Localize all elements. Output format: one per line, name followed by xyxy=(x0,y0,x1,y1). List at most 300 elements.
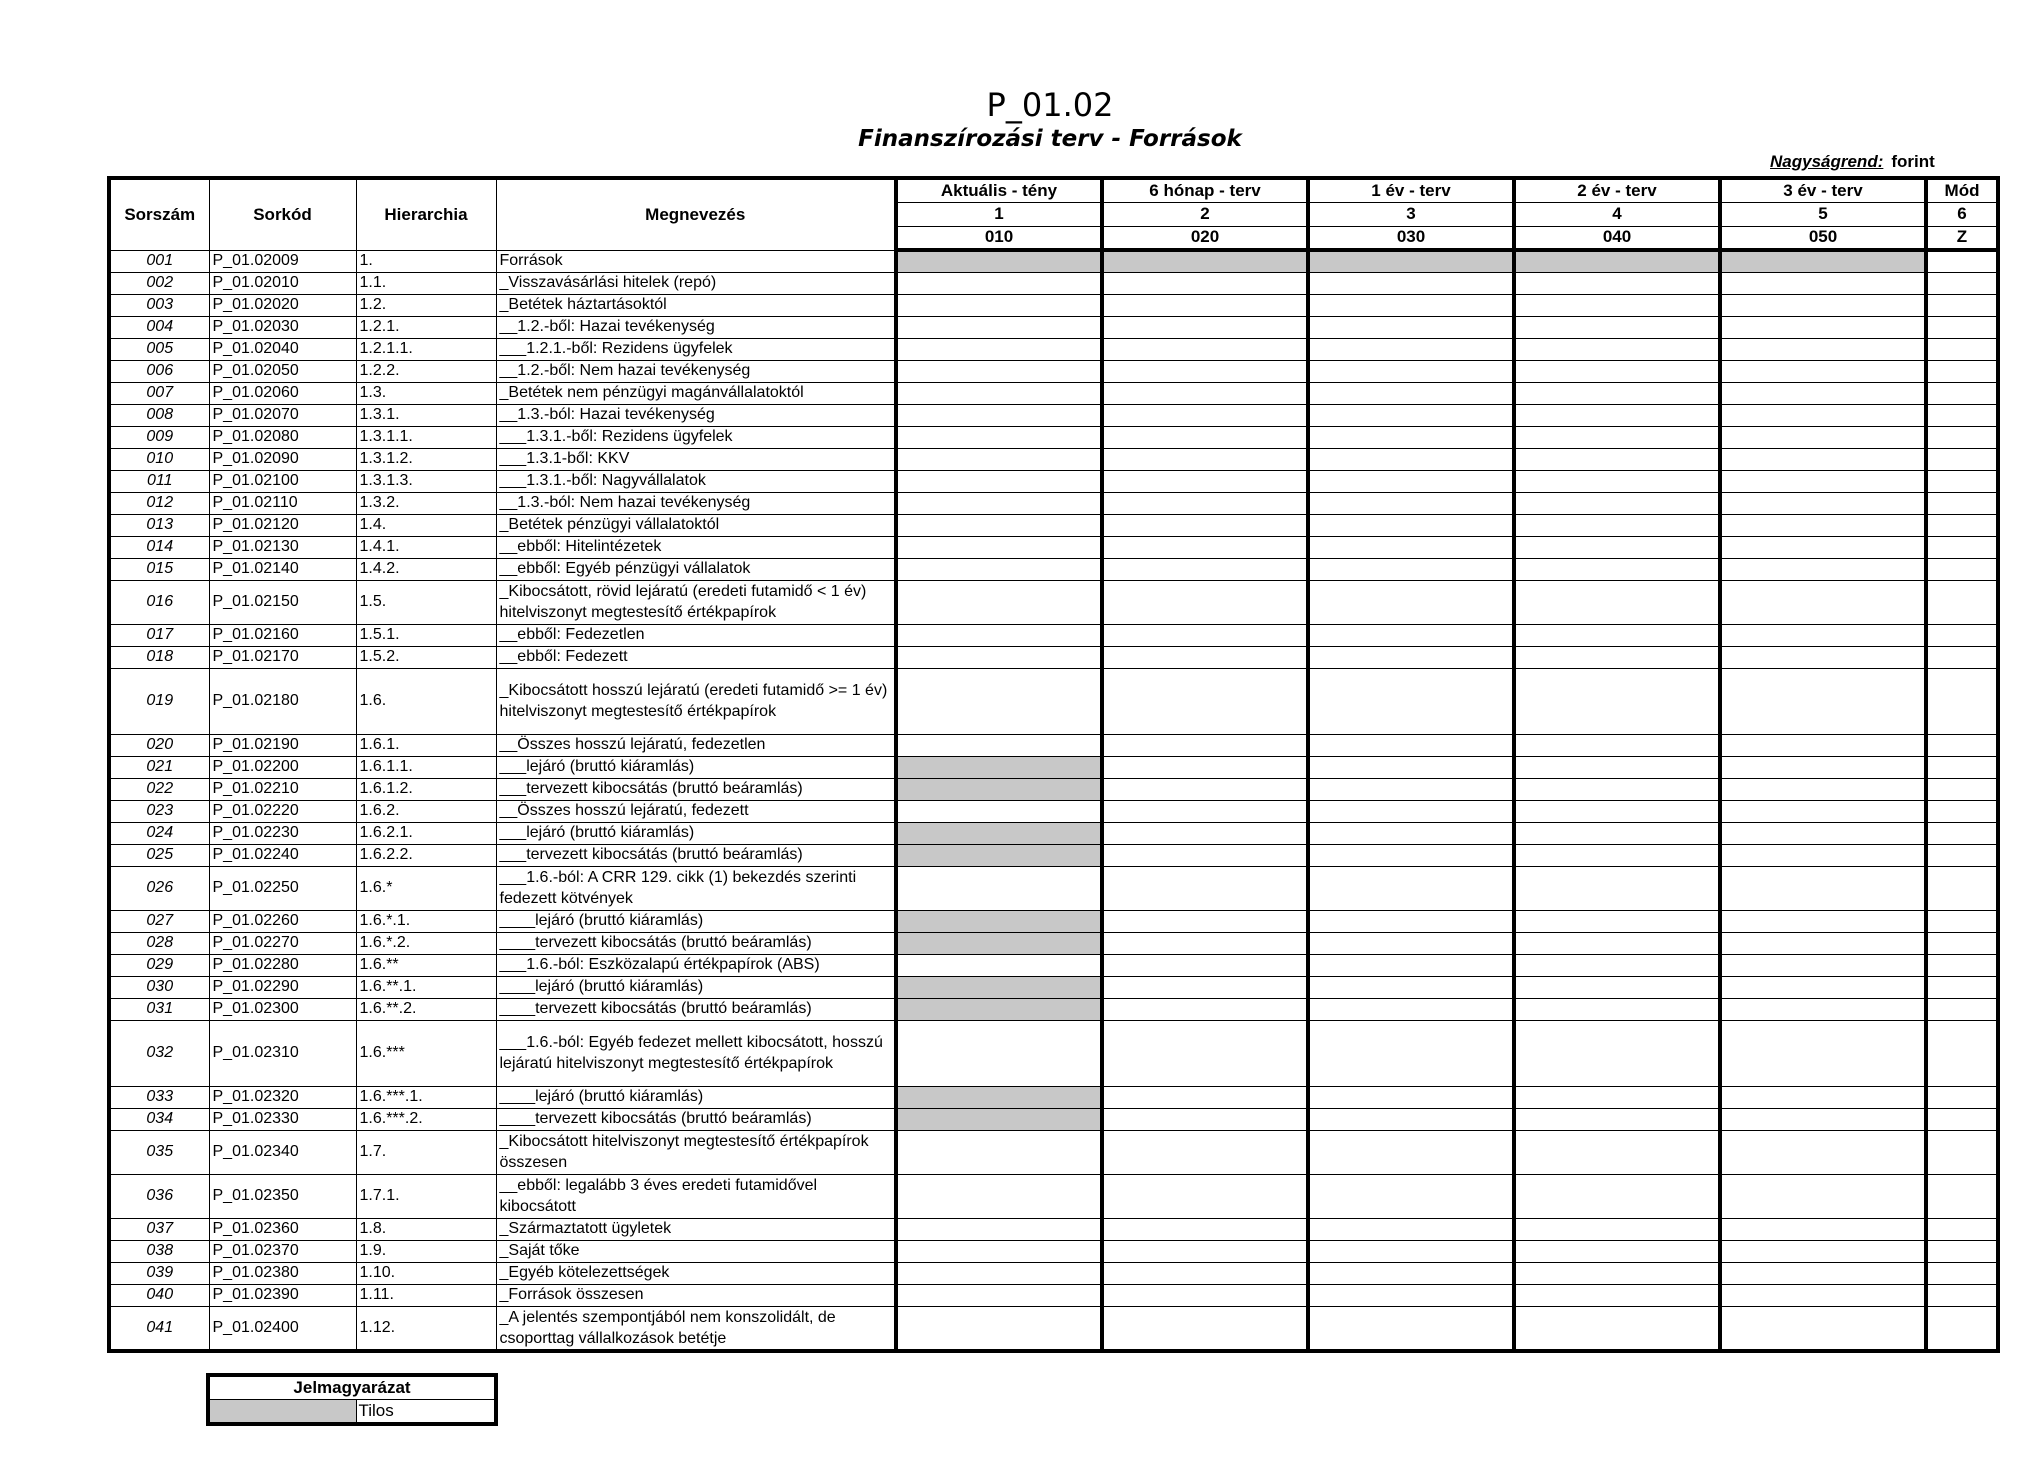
value-cell xyxy=(1514,1240,1720,1262)
row-hierarchia: 1.7. xyxy=(356,1130,496,1174)
value-cell xyxy=(1308,1306,1514,1351)
col-header-code: 040 xyxy=(1514,226,1720,250)
value-cell xyxy=(896,316,1102,338)
row-megnevezes: __1.2.-ből: Nem hazai tevékenység xyxy=(496,360,896,382)
row-hierarchia: 1.4.1. xyxy=(356,536,496,558)
col-header-num: 1 xyxy=(896,202,1102,226)
row-megnevezes: __1.3.-ból: Nem hazai tevékenység xyxy=(496,492,896,514)
unit-label: Nagyságrend: xyxy=(1770,152,1884,171)
row-hierarchia: 1.10. xyxy=(356,1262,496,1284)
header-hierarchia: Hierarchia xyxy=(356,178,496,250)
value-cell xyxy=(1720,294,1926,316)
value-cell xyxy=(1308,470,1514,492)
value-cell xyxy=(896,514,1102,536)
value-cell xyxy=(896,360,1102,382)
value-cell xyxy=(1308,1284,1514,1306)
row-hierarchia: 1.6.** xyxy=(356,954,496,976)
row-sorszam: 039 xyxy=(109,1262,209,1284)
table-row xyxy=(109,756,1998,778)
row-sorszam: 020 xyxy=(109,734,209,756)
value-cell xyxy=(1102,1218,1308,1240)
value-cell xyxy=(1926,272,1998,294)
row-hierarchia: 1.6.1.1. xyxy=(356,756,496,778)
value-cell xyxy=(896,426,1102,448)
value-cell xyxy=(1720,800,1926,822)
value-cell xyxy=(1514,426,1720,448)
col-header-code: 010 xyxy=(896,226,1102,250)
value-cell xyxy=(1308,778,1514,800)
value-cell xyxy=(1308,514,1514,536)
value-cell xyxy=(1514,492,1720,514)
legend-title: Jelmagyarázat xyxy=(208,1375,496,1400)
value-cell xyxy=(1308,668,1514,734)
table-row xyxy=(109,426,1998,448)
value-cell xyxy=(1102,910,1308,932)
col-header-code: Z xyxy=(1926,226,1998,250)
table-body xyxy=(109,250,1998,1351)
value-cell xyxy=(896,1262,1102,1284)
value-cell xyxy=(1102,360,1308,382)
value-cell xyxy=(1926,624,1998,646)
row-hierarchia: 1.5.2. xyxy=(356,646,496,668)
row-sorszam: 036 xyxy=(109,1174,209,1218)
header-megnevezes: Megnevezés xyxy=(496,178,896,250)
row-sorkod: P_01.02320 xyxy=(209,1086,356,1108)
value-cell xyxy=(1514,1306,1720,1351)
row-sorkod: P_01.02009 xyxy=(209,250,356,272)
value-cell xyxy=(1514,844,1720,866)
table-row xyxy=(109,976,1998,998)
value-cell xyxy=(1308,580,1514,624)
value-cell xyxy=(1720,382,1926,404)
value-cell xyxy=(1308,1240,1514,1262)
value-cell xyxy=(1514,998,1720,1020)
col-header-num: 3 xyxy=(1308,202,1514,226)
row-hierarchia: 1.6.2.2. xyxy=(356,844,496,866)
value-cell xyxy=(1926,426,1998,448)
value-cell xyxy=(1720,316,1926,338)
col-header-label: 2 év - terv xyxy=(1514,178,1720,202)
value-cell xyxy=(1720,778,1926,800)
value-cell xyxy=(1720,822,1926,844)
value-cell xyxy=(896,1218,1102,1240)
value-cell xyxy=(1308,448,1514,470)
row-sorszam: 024 xyxy=(109,822,209,844)
row-sorkod: P_01.02300 xyxy=(209,998,356,1020)
row-sorszam: 040 xyxy=(109,1284,209,1306)
value-cell xyxy=(1720,558,1926,580)
col-header-label: Mód xyxy=(1926,178,1998,202)
value-cell xyxy=(1514,338,1720,360)
table-row xyxy=(109,1086,1998,1108)
row-sorkod: P_01.02210 xyxy=(209,778,356,800)
row-sorszam: 018 xyxy=(109,646,209,668)
row-megnevezes: Források xyxy=(496,250,896,272)
value-cell xyxy=(1926,1284,1998,1306)
table-row xyxy=(109,448,1998,470)
value-cell xyxy=(1514,778,1720,800)
value-cell xyxy=(1102,294,1308,316)
row-sorkod: P_01.02370 xyxy=(209,1240,356,1262)
row-megnevezes: _Saját tőke xyxy=(496,1240,896,1262)
row-hierarchia: 1.3.2. xyxy=(356,492,496,514)
row-sorkod: P_01.02240 xyxy=(209,844,356,866)
value-cell xyxy=(1102,800,1308,822)
row-sorkod: P_01.02290 xyxy=(209,976,356,998)
row-hierarchia: 1.6.***.2. xyxy=(356,1108,496,1130)
row-sorkod: P_01.02090 xyxy=(209,448,356,470)
row-hierarchia: 1.6.*.1. xyxy=(356,910,496,932)
value-cell xyxy=(1720,1108,1926,1130)
value-cell xyxy=(1926,668,1998,734)
row-megnevezes: ___lejáró (bruttó kiáramlás) xyxy=(496,822,896,844)
value-cell xyxy=(1720,624,1926,646)
row-megnevezes: ___tervezett kibocsátás (bruttó beáramlás) xyxy=(496,844,896,866)
row-sorszam: 032 xyxy=(109,1020,209,1086)
value-cell xyxy=(896,470,1102,492)
value-cell xyxy=(1720,1130,1926,1174)
row-megnevezes: __ebből: Fedezett xyxy=(496,646,896,668)
value-cell xyxy=(896,668,1102,734)
value-cell xyxy=(1308,734,1514,756)
value-cell xyxy=(1102,778,1308,800)
row-megnevezes: ____tervezett kibocsátás (bruttó beáramlás) xyxy=(496,932,896,954)
table-row xyxy=(109,1218,1998,1240)
value-cell xyxy=(1102,536,1308,558)
table-row xyxy=(109,844,1998,866)
value-cell xyxy=(1926,976,1998,998)
table-row xyxy=(109,954,1998,976)
value-cell xyxy=(1102,954,1308,976)
value-cell xyxy=(1926,1174,1998,1218)
value-cell xyxy=(1514,932,1720,954)
value-cell xyxy=(1926,998,1998,1020)
row-megnevezes: _Visszavásárlási hitelek (repó) xyxy=(496,272,896,294)
row-sorszam: 037 xyxy=(109,1218,209,1240)
row-hierarchia: 1.6.1. xyxy=(356,734,496,756)
value-cell xyxy=(1926,404,1998,426)
row-hierarchia: 1.6.*.2. xyxy=(356,932,496,954)
row-hierarchia: 1.2.2. xyxy=(356,360,496,382)
value-cell xyxy=(1514,360,1720,382)
row-hierarchia: 1.3. xyxy=(356,382,496,404)
row-sorszam: 038 xyxy=(109,1240,209,1262)
row-sorszam: 008 xyxy=(109,404,209,426)
value-cell xyxy=(896,536,1102,558)
row-sorszam: 004 xyxy=(109,316,209,338)
value-cell xyxy=(896,558,1102,580)
value-cell xyxy=(1720,646,1926,668)
row-megnevezes: __ebből: Egyéb pénzügyi vállalatok xyxy=(496,558,896,580)
value-cell xyxy=(1308,998,1514,1020)
row-hierarchia: 1.8. xyxy=(356,1218,496,1240)
row-megnevezes: __ebből: Hitelintézetek xyxy=(496,536,896,558)
col-header-label: Aktuális - tény xyxy=(896,178,1102,202)
row-sorkod: P_01.02200 xyxy=(209,756,356,778)
value-cell xyxy=(1514,866,1720,910)
value-cell xyxy=(1308,1218,1514,1240)
value-cell xyxy=(1102,1020,1308,1086)
value-cell xyxy=(1926,646,1998,668)
row-sorszam: 035 xyxy=(109,1130,209,1174)
col-header-code: 020 xyxy=(1102,226,1308,250)
value-cell xyxy=(1308,624,1514,646)
row-sorkod: P_01.02310 xyxy=(209,1020,356,1086)
table-row xyxy=(109,514,1998,536)
value-cell xyxy=(896,910,1102,932)
table-row xyxy=(109,866,1998,910)
row-sorkod: P_01.02050 xyxy=(209,360,356,382)
value-cell xyxy=(1720,448,1926,470)
value-cell xyxy=(1308,404,1514,426)
row-sorszam: 022 xyxy=(109,778,209,800)
row-sorszam: 014 xyxy=(109,536,209,558)
value-cell xyxy=(896,822,1102,844)
value-cell xyxy=(896,338,1102,360)
value-cell xyxy=(896,448,1102,470)
row-sorszam: 015 xyxy=(109,558,209,580)
value-cell xyxy=(1926,954,1998,976)
value-cell xyxy=(1514,316,1720,338)
row-megnevezes: __1.3.-ból: Hazai tevékenység xyxy=(496,404,896,426)
row-sorszam: 013 xyxy=(109,514,209,536)
row-megnevezes: _Egyéb kötelezettségek xyxy=(496,1262,896,1284)
value-cell xyxy=(1102,492,1308,514)
row-hierarchia: 1.9. xyxy=(356,1240,496,1262)
row-hierarchia: 1.4. xyxy=(356,514,496,536)
value-cell xyxy=(1926,1108,1998,1130)
value-cell xyxy=(1514,514,1720,536)
value-cell xyxy=(1308,1174,1514,1218)
page-subtitle: Finanszírozási terv - Források xyxy=(858,126,1242,152)
table-row xyxy=(109,536,1998,558)
value-cell xyxy=(896,1108,1102,1130)
value-cell xyxy=(1308,844,1514,866)
value-cell xyxy=(1720,932,1926,954)
value-cell xyxy=(896,382,1102,404)
value-cell xyxy=(1308,294,1514,316)
row-megnevezes: ____lejáró (bruttó kiáramlás) xyxy=(496,1086,896,1108)
unit-line xyxy=(1770,152,1935,172)
value-cell xyxy=(1102,1108,1308,1130)
value-cell xyxy=(1720,514,1926,536)
value-cell xyxy=(1308,800,1514,822)
row-megnevezes: ___1.3.1.-ből: Rezidens ügyfelek xyxy=(496,426,896,448)
row-sorkod: P_01.02080 xyxy=(209,426,356,448)
row-sorkod: P_01.02400 xyxy=(209,1306,356,1351)
row-sorszam: 019 xyxy=(109,668,209,734)
row-sorkod: P_01.02190 xyxy=(209,734,356,756)
row-hierarchia: 1.6.*** xyxy=(356,1020,496,1086)
value-cell xyxy=(896,998,1102,1020)
value-cell xyxy=(1308,756,1514,778)
row-sorszam: 026 xyxy=(109,866,209,910)
row-sorkod: P_01.02130 xyxy=(209,536,356,558)
value-cell xyxy=(1308,250,1514,272)
row-sorkod: P_01.02330 xyxy=(209,1108,356,1130)
value-cell xyxy=(1514,624,1720,646)
value-cell xyxy=(1514,1130,1720,1174)
col-header-code: 050 xyxy=(1720,226,1926,250)
table-row xyxy=(109,1306,1998,1351)
table-row xyxy=(109,822,1998,844)
value-cell xyxy=(896,976,1102,998)
value-cell xyxy=(1308,646,1514,668)
value-cell xyxy=(1308,382,1514,404)
value-cell xyxy=(1720,668,1926,734)
value-cell xyxy=(1102,822,1308,844)
value-cell xyxy=(1308,1108,1514,1130)
value-cell xyxy=(1308,558,1514,580)
value-cell xyxy=(1514,382,1720,404)
value-cell xyxy=(1720,1086,1926,1108)
value-cell xyxy=(1102,734,1308,756)
value-cell xyxy=(1308,338,1514,360)
value-cell xyxy=(896,932,1102,954)
value-cell xyxy=(1720,866,1926,910)
value-cell xyxy=(1102,272,1308,294)
row-megnevezes: ___lejáró (bruttó kiáramlás) xyxy=(496,756,896,778)
table-row xyxy=(109,734,1998,756)
row-hierarchia: 1.1. xyxy=(356,272,496,294)
unit-value: forint xyxy=(1891,152,1935,171)
value-cell xyxy=(1926,778,1998,800)
value-cell xyxy=(896,1240,1102,1262)
value-cell xyxy=(896,800,1102,822)
row-hierarchia: 1.5. xyxy=(356,580,496,624)
table-row xyxy=(109,778,1998,800)
value-cell xyxy=(896,778,1102,800)
value-cell xyxy=(1926,1130,1998,1174)
value-cell xyxy=(1514,272,1720,294)
row-megnevezes: __1.2.-ből: Hazai tevékenység xyxy=(496,316,896,338)
value-cell xyxy=(896,580,1102,624)
row-hierarchia: 1.5.1. xyxy=(356,624,496,646)
value-cell xyxy=(1720,338,1926,360)
row-megnevezes: ___1.3.1-ből: KKV xyxy=(496,448,896,470)
row-hierarchia: 1. xyxy=(356,250,496,272)
row-hierarchia: 1.6.**.1. xyxy=(356,976,496,998)
table-row xyxy=(109,360,1998,382)
row-sorkod: P_01.02380 xyxy=(209,1262,356,1284)
row-hierarchia: 1.6.2.1. xyxy=(356,822,496,844)
value-cell xyxy=(1720,734,1926,756)
row-hierarchia: 1.11. xyxy=(356,1284,496,1306)
value-cell xyxy=(1102,624,1308,646)
table-row xyxy=(109,470,1998,492)
value-cell xyxy=(1308,910,1514,932)
row-sorszam: 012 xyxy=(109,492,209,514)
value-cell xyxy=(1308,822,1514,844)
value-cell xyxy=(1926,800,1998,822)
row-megnevezes: ___1.6.-ból: Eszközalapú értékpapírok (ABS) xyxy=(496,954,896,976)
value-cell xyxy=(896,844,1102,866)
table-row xyxy=(109,492,1998,514)
table-row xyxy=(109,1174,1998,1218)
value-cell xyxy=(1102,844,1308,866)
table-row xyxy=(109,1284,1998,1306)
value-cell xyxy=(1102,338,1308,360)
row-sorszam: 006 xyxy=(109,360,209,382)
row-sorkod: P_01.02220 xyxy=(209,800,356,822)
value-cell xyxy=(1720,954,1926,976)
row-sorkod: P_01.02140 xyxy=(209,558,356,580)
value-cell xyxy=(1926,580,1998,624)
value-cell xyxy=(1514,756,1720,778)
value-cell xyxy=(1514,1086,1720,1108)
row-sorkod: P_01.02040 xyxy=(209,338,356,360)
value-cell xyxy=(1102,1284,1308,1306)
value-cell xyxy=(1926,514,1998,536)
value-cell xyxy=(1514,822,1720,844)
value-cell xyxy=(1102,998,1308,1020)
col-header-num: 2 xyxy=(1102,202,1308,226)
row-sorkod: P_01.02070 xyxy=(209,404,356,426)
row-megnevezes: ___1.6.-ból: A CRR 129. cikk (1) bekezdés szerinti fedezett kötvények xyxy=(496,866,896,910)
row-megnevezes: ____lejáró (bruttó kiáramlás) xyxy=(496,976,896,998)
row-sorszam: 016 xyxy=(109,580,209,624)
row-sorszam: 041 xyxy=(109,1306,209,1351)
row-sorszam: 002 xyxy=(109,272,209,294)
row-sorszam: 034 xyxy=(109,1108,209,1130)
value-cell xyxy=(1514,1108,1720,1130)
value-cell xyxy=(1926,382,1998,404)
row-sorkod: P_01.02150 xyxy=(209,580,356,624)
row-sorkod: P_01.02170 xyxy=(209,646,356,668)
row-sorszam: 030 xyxy=(109,976,209,998)
value-cell xyxy=(1308,536,1514,558)
table-row xyxy=(109,1108,1998,1130)
row-megnevezes: ___1.6.-ból: Egyéb fedezet mellett kibocsátott, hosszú lejáratú hitelviszonyt megtestesítő értékpapírok xyxy=(496,1020,896,1086)
value-cell xyxy=(1308,866,1514,910)
table-row xyxy=(109,294,1998,316)
row-sorszam: 003 xyxy=(109,294,209,316)
row-megnevezes: ____tervezett kibocsátás (bruttó beáramlás) xyxy=(496,1108,896,1130)
value-cell xyxy=(1102,1240,1308,1262)
value-cell xyxy=(896,250,1102,272)
row-megnevezes: _Származtatott ügyletek xyxy=(496,1218,896,1240)
value-cell xyxy=(1514,558,1720,580)
col-header-num: 4 xyxy=(1514,202,1720,226)
value-cell xyxy=(1514,470,1720,492)
value-cell xyxy=(1720,426,1926,448)
row-megnevezes: _Betétek nem pénzügyi magánvállalatoktól xyxy=(496,382,896,404)
col-header-label: 3 év - terv xyxy=(1720,178,1926,202)
row-megnevezes: ____lejáró (bruttó kiáramlás) xyxy=(496,910,896,932)
value-cell xyxy=(1514,536,1720,558)
row-megnevezes: __Összes hosszú lejáratú, fedezetlen xyxy=(496,734,896,756)
value-cell xyxy=(1926,866,1998,910)
row-megnevezes: _Betétek pénzügyi vállalatoktól xyxy=(496,514,896,536)
value-cell xyxy=(1102,646,1308,668)
row-sorszam: 011 xyxy=(109,470,209,492)
value-cell xyxy=(1308,1130,1514,1174)
row-sorszam: 029 xyxy=(109,954,209,976)
row-sorkod: P_01.02100 xyxy=(209,470,356,492)
row-sorszam: 005 xyxy=(109,338,209,360)
value-cell xyxy=(1926,1218,1998,1240)
row-sorkod: P_01.02360 xyxy=(209,1218,356,1240)
value-cell xyxy=(1926,1086,1998,1108)
value-cell xyxy=(896,1284,1102,1306)
row-hierarchia: 1.6.2. xyxy=(356,800,496,822)
table-row xyxy=(109,646,1998,668)
row-sorszam: 010 xyxy=(109,448,209,470)
value-cell xyxy=(1926,1262,1998,1284)
value-cell xyxy=(1720,756,1926,778)
value-cell xyxy=(1102,1262,1308,1284)
value-cell xyxy=(1720,360,1926,382)
